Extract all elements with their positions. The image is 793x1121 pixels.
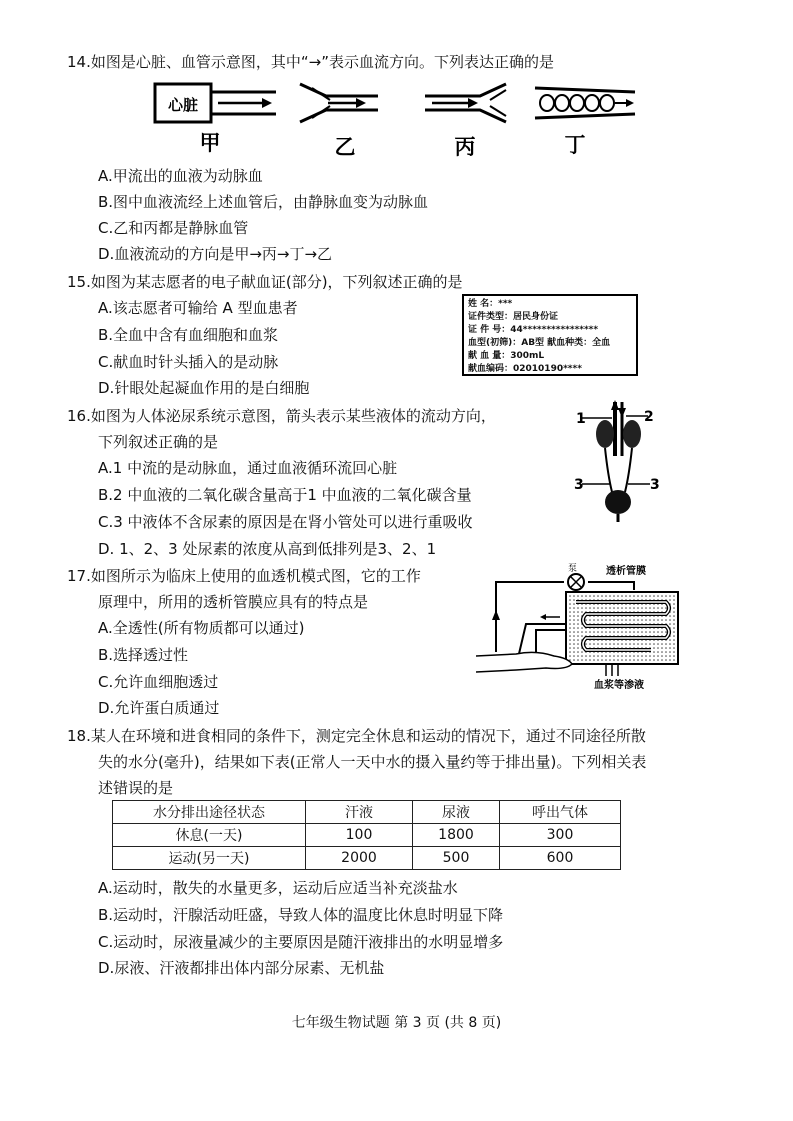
table-row — [113, 824, 621, 847]
q17-option-a: A.全透性(所有物质都可以通过) — [98, 619, 305, 637]
caption-yi: 乙 — [334, 135, 356, 159]
caption-bing: 丙 — [454, 135, 476, 159]
table-cell: 300 — [500, 824, 621, 847]
table-cell: 运动(另一天) — [113, 847, 306, 870]
dialysis-machine-figure — [476, 562, 686, 694]
cert-code: 献血编码：02010190**** — [468, 364, 582, 374]
caption-jia: 甲 — [199, 131, 221, 155]
q16-stem-line1: 16.如图为人体泌尿系统示意图，箭头表示某些液体的流动方向， — [67, 407, 496, 425]
fluid-label: 血浆等渗液 — [594, 680, 644, 691]
q18-stem-line2: 失的水分(毫升)，结果如下表(正常人一天中水的摄入量约等于排出量)。下列相关表 — [98, 753, 647, 771]
table-header-cell: 水分排出途径状态 — [113, 801, 306, 824]
q16-option-b: B.2 中血液的二氧化碳含量高于1 中血液的二氧化碳含量 — [98, 486, 472, 504]
q15-option-b: B.全血中含有血细胞和血浆 — [98, 326, 279, 344]
cert-volume: 献 血 量：300mL — [468, 351, 545, 361]
caption-ding: 丁 — [564, 133, 586, 157]
table-row — [113, 847, 621, 870]
table-cell: 100 — [306, 824, 413, 847]
cert-blood-type: 血型(初筛)：AB型 献血种类：全血 — [468, 338, 611, 348]
label-3-left: 3 — [574, 477, 584, 493]
table-cell: 500 — [413, 847, 500, 870]
cert-name: 姓 名：*** — [468, 299, 513, 309]
q14-option-a: A.甲流出的血液为动脉血 — [98, 167, 263, 185]
q15-option-c: C.献血时针头插入的是动脉 — [98, 353, 279, 371]
q16-stem-line2: 下列叙述正确的是 — [98, 433, 219, 451]
q17-option-d: D.允许蛋白质通过 — [98, 699, 220, 717]
q17-stem-line2: 原理中，所用的透析管膜应具有的特点是 — [98, 593, 369, 611]
q14-option-d: D.血液流动的方向是甲→丙→丁→乙 — [98, 245, 333, 263]
urinary-system-figure — [572, 396, 662, 526]
q18-option-b: B.运动时，汗腺活动旺盛，导致人体的温度比休息时明显下降 — [98, 906, 504, 924]
q18-stem-line3: 述错误的是 — [98, 779, 174, 797]
table-header-row — [113, 801, 621, 824]
cert-id-number: 证 件 号：44**************** — [468, 325, 599, 335]
q16-option-d: D. 1、2、3 处尿素的浓度从高到低排列是3、2、1 — [98, 540, 437, 558]
table-cell: 1800 — [413, 824, 500, 847]
membrane-label: 透析管膜 — [606, 566, 646, 577]
water-loss-table — [112, 800, 621, 870]
q14-stem: 14.如图是心脏、血管示意图，其中“→”表示血流方向。下列表达正确的是 — [67, 53, 554, 71]
label-3-right: 3 — [650, 477, 660, 493]
label-2: 2 — [644, 409, 654, 425]
heart-label: 心脏 — [167, 96, 199, 114]
table-cell: 休息(一天) — [113, 824, 306, 847]
table-cell: 600 — [500, 847, 621, 870]
q14-option-b: B.图中血液流经上述血管后，由静脉血变为动脉血 — [98, 193, 429, 211]
pump-label: 泵 — [568, 564, 578, 574]
table-cell: 2000 — [306, 847, 413, 870]
q18-stem-line1: 18.某人在环境和进食相同的条件下，测定完全休息和运动的情况下，通过不同途径所散 — [67, 727, 646, 745]
page-footer: 七年级生物试题 第 3 页 (共 8 页) — [291, 1015, 502, 1031]
label-1: 1 — [576, 411, 586, 427]
q15-option-a: A.该志愿者可输给 A 型血患者 — [98, 299, 298, 317]
q14-figure — [150, 78, 650, 160]
q17-option-c: C.允许血细胞透过 — [98, 673, 219, 691]
q16-option-a: A.1 中流的是动脉血，通过血液循环流回心脏 — [98, 459, 398, 477]
q17-stem-line1: 17.如图所示为临床上使用的血透机模式图，它的工作 — [67, 567, 421, 585]
cert-id-type: 证件类型：居民身份证 — [468, 312, 559, 322]
q18-option-c: C.运动时，尿液量减少的主要原因是随汗液排出的水明显增多 — [98, 933, 504, 951]
q15-option-d: D.针眼处起凝血作用的是白细胞 — [98, 379, 310, 397]
q16-option-c: C.3 中液体不含尿素的原因是在肾小管处可以进行重吸收 — [98, 513, 473, 531]
table-header-cell: 呼出气体 — [500, 801, 621, 824]
table-header-cell: 汗液 — [306, 801, 413, 824]
q15-stem: 15.如图为某志愿者的电子献血证(部分)，下列叙述正确的是 — [67, 273, 463, 291]
table-header-cell: 尿液 — [413, 801, 500, 824]
blood-donation-certificate — [462, 294, 638, 376]
q18-option-a: A.运动时，散失的水量更多，运动后应适当补充淡盐水 — [98, 879, 458, 897]
q14-option-c: C.乙和丙都是静脉血管 — [98, 219, 249, 237]
q17-option-b: B.选择透过性 — [98, 646, 189, 664]
q18-option-d: D.尿液、汗液都排出体内部分尿素、无机盐 — [98, 959, 385, 977]
